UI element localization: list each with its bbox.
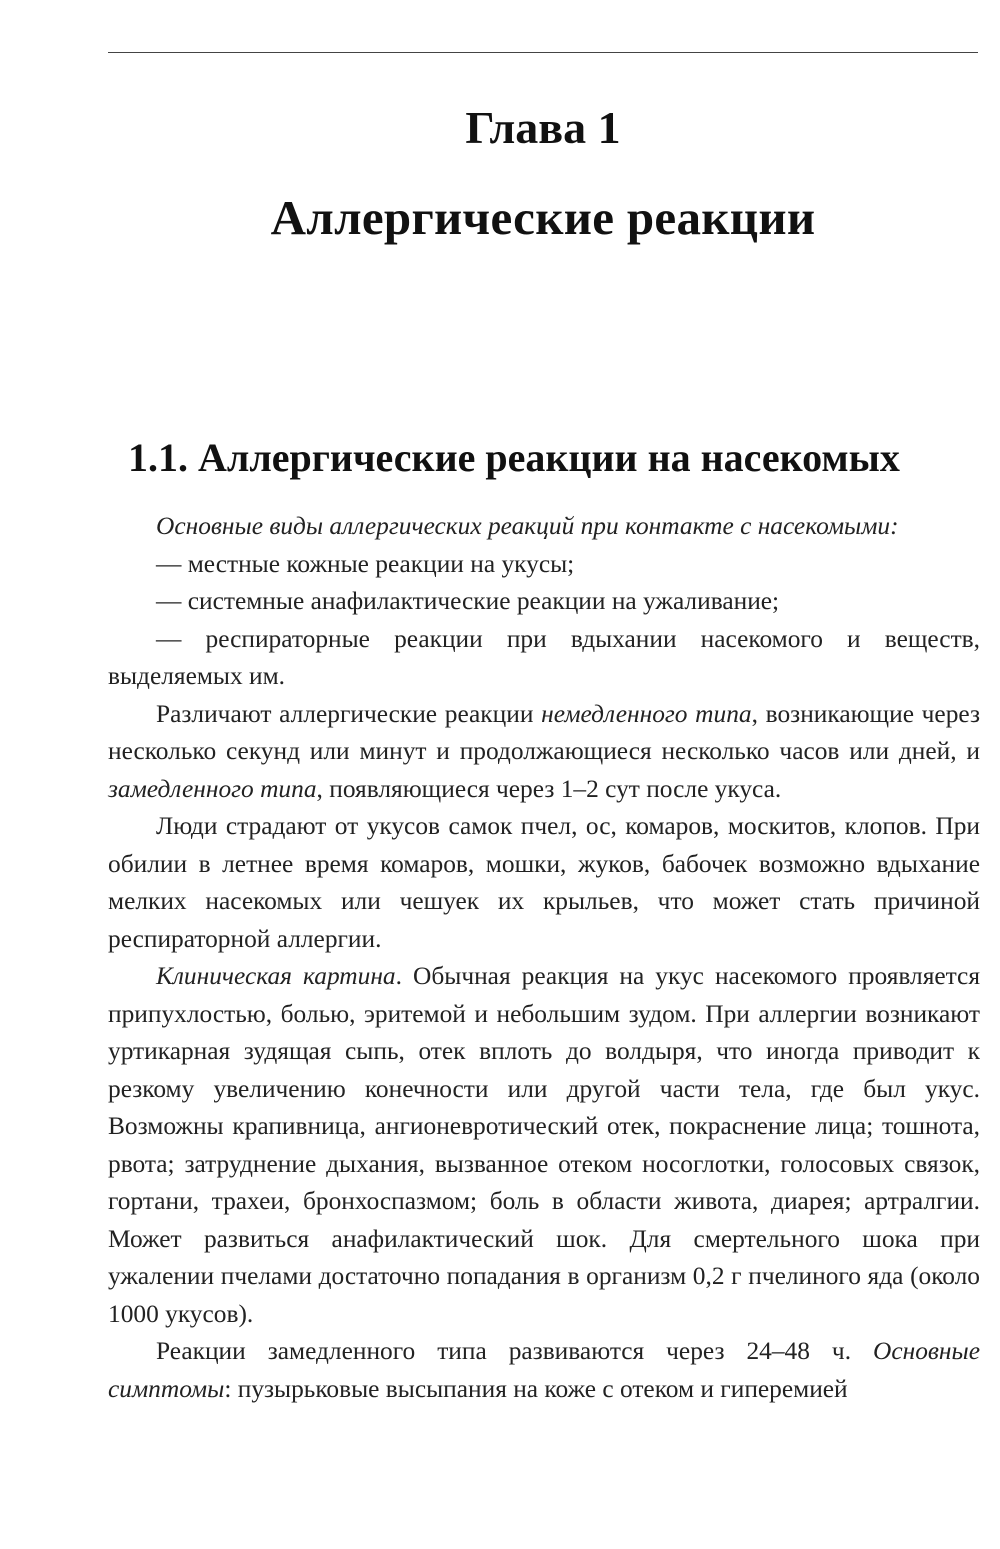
list-item: — местные кожные реакции на укусы; bbox=[156, 549, 575, 578]
intro-italic: Основные виды аллергических реакций при контакте с насекомыми: bbox=[156, 512, 899, 540]
body-text bbox=[108, 508, 980, 1408]
text-run: , возникающие через несколько секунд или минут и продолжающиеся несколько часов или дней, и bbox=[108, 699, 980, 765]
top-rule bbox=[108, 52, 978, 53]
italic-term: замедленного типа bbox=[108, 774, 317, 803]
text-run: Различают аллергические реакции bbox=[156, 699, 542, 728]
text-run: : пузырьковые высыпания на коже с отеком и гиперемией bbox=[224, 1374, 848, 1403]
paragraph-clinical bbox=[108, 958, 980, 1333]
paragraph-insects: Люди страдают от укусов самок пчел, ос, комаров, москитов, клопов. При обилии в летнее время комаров, мошки, жуков, бабочек возможно вдыхание мелких насекомых или чешуек их крыльев, что может стать причиной респираторной аллергии. bbox=[108, 812, 980, 953]
text-run: . Обычная реакция на укус насекомого проявляется припухлостью, болью, эритемой и небольшим зудом. При аллергии возникают уртикарная зудящая сыпь, отек вплоть до волдыря, что иногда приводит к резкому увеличению конечности или другой части тела, где был укус. Возможны крапивница, ангионевротический отек, покраснение лица; тошнота, рвота; затруднение дыхания, вызванное отеком носоглотки, голосовых связок, гортани, трахеи, бронхоспазмом; боль в области живота, диарея; артралгии. Может развиться анафилактический шок. Для смертельного шока при ужалении пчелами достаточно попадания в организм 0,2 г пчелиного яда (около 1000 укусов). bbox=[108, 962, 980, 1328]
list-item: — системные анафилактические реакции на ужаливание; bbox=[156, 587, 780, 615]
text-run: Реакции замедленного типа развиваются через 24–48 ч. bbox=[156, 1337, 874, 1365]
italic-term: немедленного типа bbox=[541, 699, 752, 728]
paragraph-types bbox=[108, 696, 980, 809]
paragraph-intro bbox=[108, 508, 980, 546]
italic-term: Клиническая картина bbox=[156, 962, 396, 990]
chapter-title: Аллергические реакции bbox=[270, 190, 816, 245]
list-item: — респираторные реакции при вдыхании насекомого и веществ, выделяемых им. bbox=[108, 624, 980, 690]
italic-term: Основные симптомы bbox=[108, 1337, 980, 1403]
chapter-number: Глава 1 bbox=[465, 102, 621, 153]
text-run: , появляющиеся через 1–2 сут после укуса. bbox=[316, 774, 782, 803]
paragraph-delayed bbox=[108, 1333, 980, 1408]
section-title: 1.1. Аллергические реакции на насекомых bbox=[128, 435, 900, 480]
